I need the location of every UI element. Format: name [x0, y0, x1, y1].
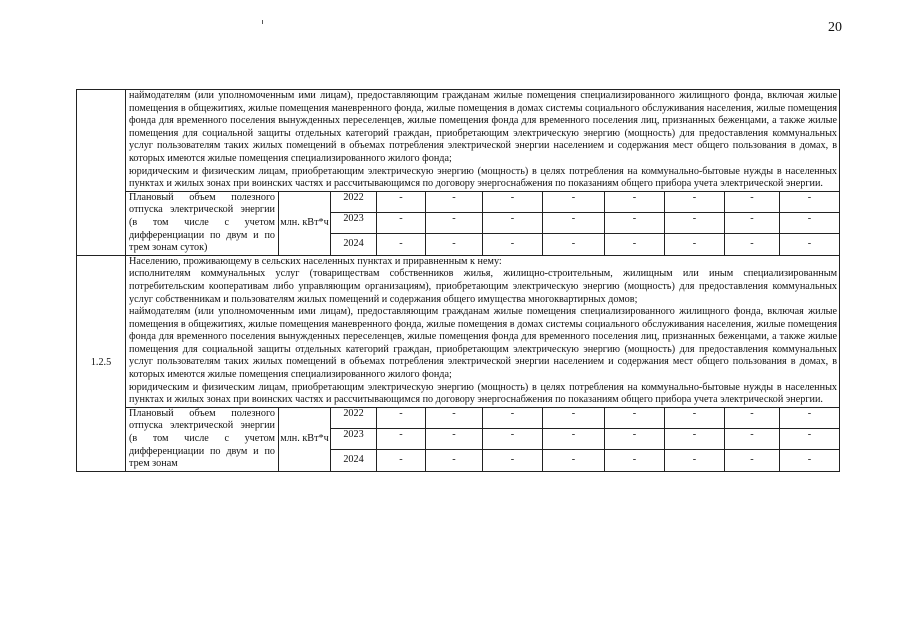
value-cell: - — [780, 407, 840, 428]
value-cell: - — [377, 429, 426, 450]
year-cell: 2023 — [331, 213, 377, 234]
value-cell: - — [605, 213, 665, 234]
value-cell: - — [543, 450, 605, 471]
value-cell: - — [377, 213, 426, 234]
value-cell: - — [483, 213, 543, 234]
value-cell: - — [605, 191, 665, 212]
value-cell: - — [543, 234, 605, 255]
value-cell: - — [543, 407, 605, 428]
value-cell: - — [377, 234, 426, 255]
block2-text-row — [77, 255, 840, 407]
page-number: 20 — [828, 20, 842, 35]
block1-number-cell — [77, 90, 126, 256]
row-number: 1.2.5 — [77, 255, 126, 471]
scan-mark — [262, 20, 263, 24]
value-cell: - — [426, 234, 483, 255]
year-cell: 2022 — [331, 407, 377, 428]
value-cell: - — [426, 191, 483, 212]
year-cell: 2024 — [331, 450, 377, 471]
block1-text-row — [77, 90, 840, 192]
value-cell: - — [605, 407, 665, 428]
year-cell: 2023 — [331, 429, 377, 450]
value-cell: - — [543, 191, 605, 212]
block2-text — [126, 255, 840, 407]
year-cell: 2024 — [331, 234, 377, 255]
paragraph: Населению, проживающему в сельских населенных пунктах и приравненным к нему: — [129, 255, 502, 267]
value-cell: - — [483, 191, 543, 212]
value-cell: - — [725, 407, 780, 428]
value-cell: - — [665, 191, 725, 212]
value-cell: - — [483, 429, 543, 450]
value-cell: - — [725, 234, 780, 255]
value-cell: - — [780, 213, 840, 234]
block1-text — [126, 90, 840, 192]
value-cell: - — [483, 234, 543, 255]
value-cell: - — [377, 407, 426, 428]
value-cell: - — [426, 407, 483, 428]
year-cell: 2022 — [331, 191, 377, 212]
value-cell: - — [605, 450, 665, 471]
value-cell: - — [605, 429, 665, 450]
indicator-label: Плановый объем полезного отпуска электрической энергии (в том числе с учетом дифференциации по двум и по трем зонам суток) — [126, 191, 279, 255]
value-cell: - — [780, 234, 840, 255]
value-cell: - — [426, 450, 483, 471]
paragraph: наймодателям (или уполномоченным ими лицам), предоставляющим гражданам жилые помещения специализированного жилищного фонда, включая жилые помещения в общежитиях, жилые помещения маневренного фонда, жилые помещения в домах системы социального обслуживания населения, жилые помещения фонда для временного поселения вынужденных переселенцев, жилые помещения фонда для временного поселения лиц, признанных беженцами, а также жилые помещения для социальной защиты отдельных категорий граждан, приобретающим электрическую энергию (мощность) для предоставления коммунальных услуг пользователям таких жилых помещений в объемах потребления электрической энергии населением и содержания мест общего пользования в домах, в которых имеются жилые помещения специализированного жилого фонда; — [129, 90, 838, 164]
unit-label: млн. кВт*ч — [279, 191, 331, 255]
value-cell: - — [780, 450, 840, 471]
value-cell: - — [377, 191, 426, 212]
value-cell: - — [725, 191, 780, 212]
table-row — [77, 407, 840, 428]
value-cell: - — [725, 213, 780, 234]
value-cell: - — [543, 213, 605, 234]
unit-label: млн. кВт*ч — [279, 407, 331, 471]
value-cell: - — [605, 234, 665, 255]
table-row — [77, 191, 840, 212]
paragraph: юридическим и физическим лицам, приобретающим электрическую энергию (мощность) в целях потребления на коммунально-бытовые нужды в населенных пунктах и жилых зонах при воинских частях и рассчитывающимся по договору энергоснабжения по показаниям общего прибора учета электрической энергии. — [129, 165, 838, 190]
value-cell: - — [725, 450, 780, 471]
paragraph: исполнителям коммунальных услуг (товариществам собственников жилья, жилищно-строительным, жилищным или иным специализированным потребительским кооперативам либо управляющим организациям), приобретающим электрическую энергию (мощность) для предоставления коммунальных услуг собственникам и пользователям жилых помещений и содержания общего имущества многоквартирных домов; — [129, 268, 838, 305]
value-cell: - — [665, 234, 725, 255]
value-cell: - — [725, 429, 780, 450]
paragraph: наймодателям (или уполномоченным ими лицам), предоставляющим гражданам жилые помещения специализированного жилищного фонда, включая жилые помещения в общежитиях, жилые помещения маневренного фонда, жилые помещения в домах системы социального обслуживания населения, жилые помещения фонда для временного поселения вынужденных переселенцев, жилые помещения фонда для временного поселения лиц, признанных беженцами, а также жилые помещения для социальной защиты отдельных категорий граждан, приобретающим электрическую энергию (мощность) для предоставления коммунальных услуг пользователям таких жилых помещений в объемах потребления электрической энергии населением и содержания мест общего пользования в домах, в которых имеются жилые помещения специализированного жилого фонда; — [129, 306, 838, 381]
value-cell: - — [483, 450, 543, 471]
value-cell: - — [665, 429, 725, 450]
indicator-label: Плановый объем полезного отпуска электрической энергии (в том числе с учетом дифференциации по двум и по трем зонам — [126, 407, 279, 471]
value-cell: - — [377, 450, 426, 471]
value-cell: - — [426, 429, 483, 450]
value-cell: - — [426, 213, 483, 234]
value-cell: - — [543, 429, 605, 450]
value-cell: - — [780, 429, 840, 450]
value-cell: - — [665, 213, 725, 234]
tariff-table — [76, 89, 840, 472]
value-cell: - — [483, 407, 543, 428]
value-cell: - — [665, 407, 725, 428]
paragraph: юридическим и физическим лицам, приобретающим электрическую энергию (мощность) в целях потребления на коммунально-бытовые нужды в населенных пунктах и жилых зонах при воинских частях и рассчитывающимся по договору энергоснабжения по показаниям общего прибора учета электрической энергии. — [129, 381, 838, 406]
value-cell: - — [665, 450, 725, 471]
value-cell: - — [780, 191, 840, 212]
